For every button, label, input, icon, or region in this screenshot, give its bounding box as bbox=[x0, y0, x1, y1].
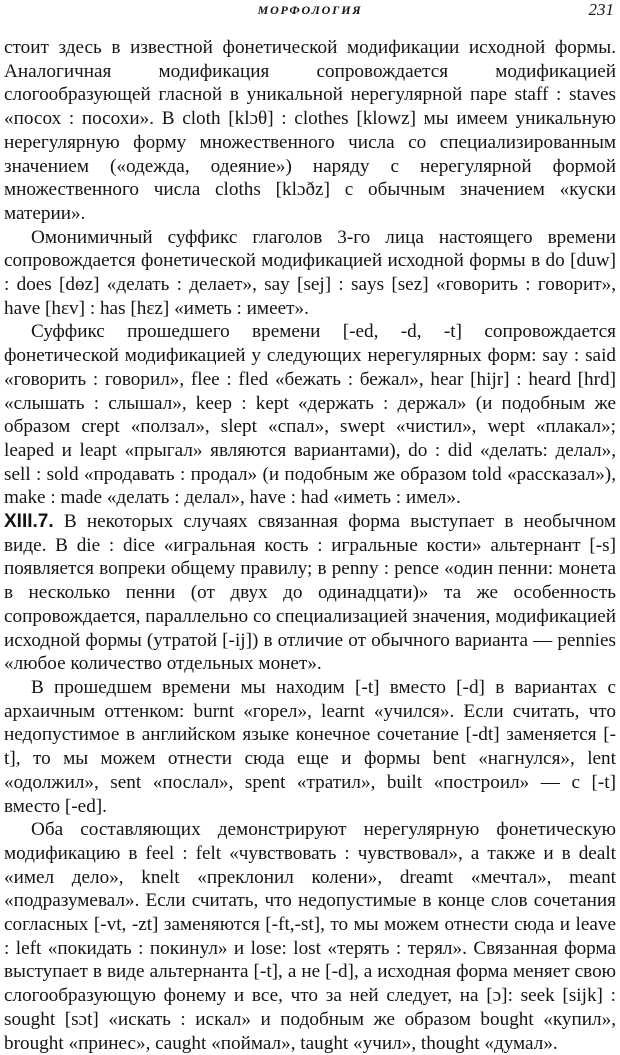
body-text bbox=[4, 36, 616, 1055]
section-paragraph-text: В некоторых случаях связанная форма выступает в необычном виде. В die : dice «игральная кость : игральные кости» альтернант [-s] появляется вопреки общему правилу; в penny : pence «один пенни: монета в несколько пенни (от двух до одинадцати)» та же особенность сопровождается, параллельно со специализацией значения, модификацией исходной формы (утратой [-ij]) в отличие от обычного варианта — pennies «любое количество отдельных монет». bbox=[4, 511, 616, 675]
paragraph: Омонимичный суффикс глаголов 3-го лица настоящего времени сопровождается фонетической модификацией исходной формы в do [duw] : does [dɵz] «делать : делает», say [sej] : says [sez] «говорить : говорит», have [hɛv] : has [hɛz] «иметь : имеет». bbox=[4, 226, 616, 319]
section-number: XIII.7. bbox=[4, 511, 54, 533]
running-head bbox=[4, 0, 616, 36]
paragraph: Оба составляющих демонстрируют нерегулярную фонетическую модификацию в feel : felt «чувствовать : чувствовал», а также и в dealt «имел дело», knelt «преклонил колени», dreamt «мечтал», meant «подразумевал». Если считать, что недопустимые в конце слов сочетания согласных [-vt, -zt] заменяются [-ft,-st], то мы можем отнести сюда и leave : left «покидать : покинул» и lose: lost «терять : терял». Связанная форма выступает в виде альтернанта [-t], а не [-d], а исходная форма меняет свою слогообразующую фонему и все, что за ней следует, на [ɔ]: seek [sijk] : sought [sɔt] «искать : искал» и подобным же образом bought «купил», brought «принес», caught «поймал», taught «учил», thought «думал». bbox=[4, 819, 616, 1054]
paragraph: В прошедшем времени мы находим [-t] вместо [-d] в вариантах с архаичным оттенком: burnt «горел», learnt «учился». Если считать, что недопустимое в английском языке конечное сочетание [-dt] заменяется [-t], то мы можем отнести сюда еще и формы bent «нагнулся», lent «одолжил», sent «послал», spent «тратил», built «построил» — с [-t] вместо [-ed]. bbox=[4, 676, 616, 817]
paragraph: стоит здесь в известной фонетической модификации исходной формы. Аналогичная модификация сопровождается модификацией слогообразующей гласной в уникальной нерегулярной паре staff : staves «посох : посохи». В cloth [klɔθ] : clothes [klowz] мы имеем уникальную нерегулярную форму множественного числа со специализированным значением («одежда, одеяние») наряду с нерегулярной формой множественного числа cloths [klɔðz] с обычным значением «куски материи». bbox=[4, 37, 616, 224]
section-paragraph bbox=[4, 510, 616, 676]
running-title: МОРФОЛОГИЯ bbox=[257, 3, 363, 17]
page-number: 231 bbox=[588, 0, 614, 19]
paragraph: Суффикс прошедшего времени [-ed, -d, -t] сопровождается фонетической модификацией у следующих нерегулярных форм: say : said «говорить : говорил», flee : fled «бежать : бежал», hear [hijr] : heard [hrd] «слышать : слышал», keep : kept «держать : держал» (и подобным же образом crept «ползал», slept «спал», swept «чистил», wept «плакал»; leaped и leapt «прыгал» являются вариантами), do : did «делать: делал», sell : sold «продавать : продал» (и подобным же образом told «рассказал»), make : made «делать : делал», have : had «иметь : имел». bbox=[4, 321, 616, 509]
book-page bbox=[4, 0, 616, 1054]
